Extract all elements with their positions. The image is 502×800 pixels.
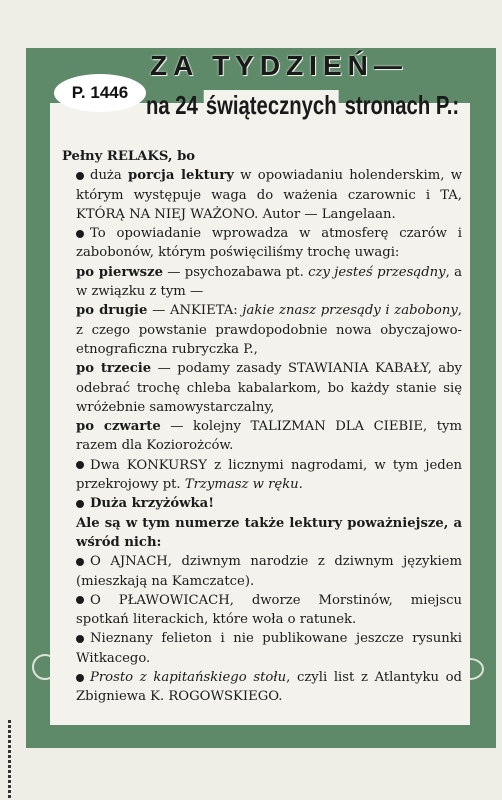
bullet-icon [76, 500, 84, 508]
item-text: O AJNACH, dziwnym narodzie z dziwnym językiem (mieszkają na Kamczatce). [76, 554, 462, 589]
bullet-icon [76, 674, 84, 682]
item-italic: czy jesteś przesądny [308, 264, 446, 280]
item-text: — psychozabawa pt. [162, 264, 309, 280]
list-item [62, 263, 462, 302]
item-italic: Trzymasz w ręku. [184, 477, 303, 493]
headline-part: na 24 [146, 90, 204, 120]
bottom-ornament-band [50, 725, 470, 748]
item-text: — kolejny TALIZMAN DLA CIEBIE, tym razem dla Koziorożców. [76, 419, 462, 454]
item-text: w opowiadaniu holenderskim, w którym występuje waga do ważenia czarownic i TA, KTÓRĄ NA NIEJ WAŻONO. Autor — Langelaan. [76, 168, 463, 222]
list-item [62, 591, 462, 630]
bullet-icon [76, 461, 84, 469]
item-text: O PŁAWOWICACH, dworze Morstinów, miejscu spotkań literackich, które woła o ratunek. [76, 592, 462, 628]
bullet-icon [76, 172, 84, 180]
bullet-icon [76, 635, 84, 643]
list-item [62, 224, 462, 263]
item-text: — podamy zasady STAWIANIA KABAŁY, aby odebrać trochę chleba kabalarkom, bo każdy stanie się wróżebnie samowystarczalny, [76, 361, 462, 415]
list-item [62, 494, 462, 513]
list-item [62, 629, 462, 668]
headline-line-1: ZA TYDZIEŃ— [150, 50, 408, 81]
item-bold: po pierwsze [76, 264, 163, 280]
item-text: , czyli list z Atlantyku od Zbigniewa K. ROGOWSKIEGO. [76, 670, 462, 705]
bullet-icon [76, 596, 84, 604]
item-bold: po drugie [76, 303, 148, 319]
item-bold: po czwarte [76, 419, 161, 435]
column-rule [8, 720, 11, 800]
list-item [62, 668, 462, 707]
item-bold: Duża krzyżówka! [90, 496, 214, 512]
list-item: Ale są w tym numerze także lektury poważniejsze, a wśród nich: [76, 515, 462, 550]
item-text: , a w związku z tym — [76, 264, 462, 300]
item-text: , z czego powstanie prawdopodobnie nowa obyczajowo-etnograficzna rubryczka P., [76, 303, 462, 357]
list-item [62, 166, 462, 224]
article-body [62, 147, 462, 707]
item-text: Nieznany felieton i nie publikowane jeszcze rysunki Witkacego. [76, 631, 462, 666]
item-bold: po trzecie [76, 361, 152, 377]
headline-highlight: świątecznych [204, 90, 339, 120]
list-item [62, 456, 462, 495]
intro-line: Pełny RELAKS, bo [62, 149, 196, 164]
list-item [62, 417, 462, 456]
item-bold: porcja lektury [128, 168, 234, 184]
item-text: To opowiadanie wprowadza w atmosferę czarów i zabobonów, którym poświęciliśmy trochę uwagi: [76, 226, 462, 261]
bullet-icon [76, 558, 84, 566]
bullet-icon [76, 230, 84, 238]
list-item [62, 359, 462, 417]
item-text: — ANKIETA: [147, 303, 243, 319]
item-text: Dwa KONKURSY z licznymi nagrodami, w tym jeden przekrojowy pt. [76, 457, 462, 493]
issue-badge: P. 1446 [54, 74, 146, 112]
item-italic: jakie znasz przesądy i zabobony [242, 303, 458, 319]
item-italic: Prosto z kapitańskiego stołu [90, 670, 287, 686]
headline-line-2 [146, 90, 460, 126]
headline-part: stronach P.: [338, 90, 460, 120]
list-item [62, 552, 462, 591]
list-item [62, 301, 462, 359]
item-text: duża [90, 168, 129, 184]
